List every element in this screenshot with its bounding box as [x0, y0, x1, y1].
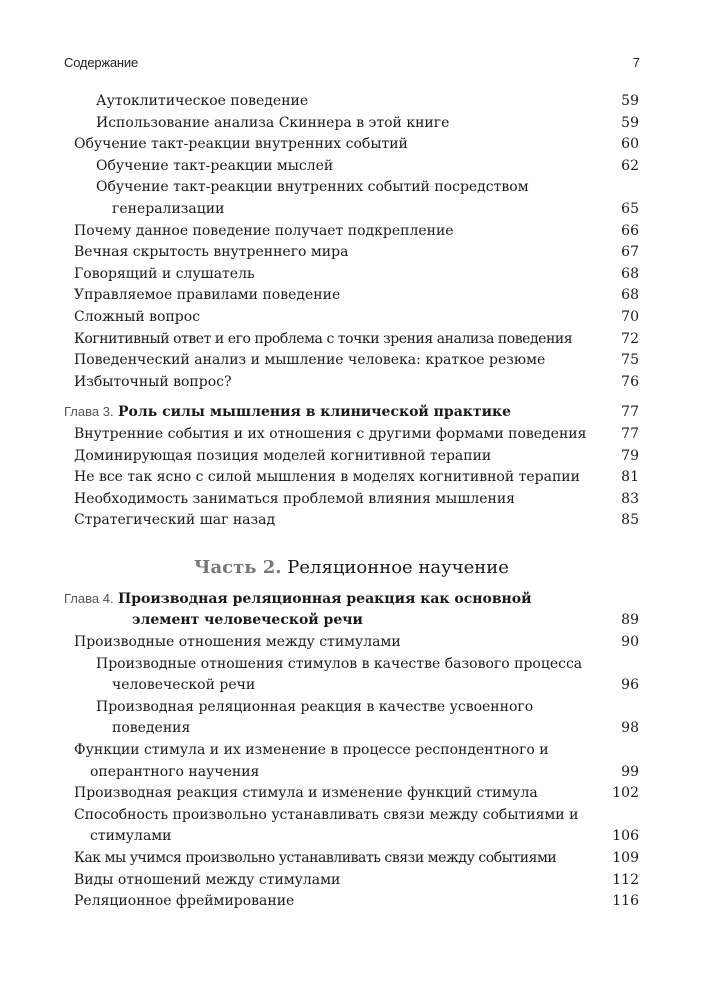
toc-entry: [64, 242, 639, 264]
toc-entry: [64, 372, 639, 394]
part-label: Часть 2.: [194, 556, 282, 578]
toc-entry-page: 62: [621, 157, 639, 174]
toc-entry: [64, 329, 639, 351]
toc-entry-title: Когнитивный ответ и его проблема с точки зрения анализа поведения: [74, 330, 573, 347]
toc-entry-title: Не все так ясно с силой мышления в моделях когнитивной терапии: [74, 469, 580, 486]
toc-entry: [64, 632, 639, 654]
toc-entry-page: 67: [621, 244, 639, 261]
toc-entry: [64, 424, 639, 446]
toc-entry: [64, 870, 639, 892]
toc-entry-title: Поведенческий анализ и мышление человека: краткое резюме: [74, 352, 546, 369]
running-header-title: Содержание: [64, 55, 138, 70]
toc-entry-title: Виды отношений между стимулами: [74, 871, 341, 888]
toc-entry-title: Производные отношения между стимулами: [74, 634, 401, 651]
toc-entry-page: 66: [621, 222, 639, 239]
toc-entry-page: 109: [612, 850, 639, 866]
toc-entry-title: Сложный вопрос: [74, 308, 201, 325]
toc-entry: [64, 350, 639, 372]
table-of-contents: [64, 91, 639, 913]
toc-entry-page: 68: [621, 287, 639, 304]
toc-entry: [64, 783, 639, 805]
toc-entry-title: Управляемое правилами поведение: [74, 287, 341, 304]
toc-entry-page: 70: [621, 308, 639, 325]
toc-entry: [64, 264, 639, 286]
toc-entry-page: 59: [621, 93, 639, 109]
toc-entry: [64, 848, 639, 870]
toc-entry-title: Как мы учимся произвольно устанавливать связи между событиями: [74, 850, 557, 866]
toc-entry-page: 76: [621, 373, 639, 390]
toc-entry-page: 68: [621, 265, 639, 282]
chapter-heading-text: [64, 401, 639, 424]
toc-entry-title: Реляционное фреймирование: [74, 893, 295, 910]
toc-entry: [64, 113, 639, 135]
running-header: [64, 55, 640, 73]
toc-entry: [64, 740, 639, 783]
toc-entry-title: Доминирующая позиция моделей когнитивной терапии: [74, 447, 492, 464]
toc-entry: [64, 221, 639, 243]
toc-entry-page: 102: [612, 785, 639, 802]
toc-entry-title: Вечная скрытость внутреннего мира: [74, 244, 349, 261]
toc-entry-title: Производная реляционная реакция в качестве усвоенного поведения: [96, 698, 534, 737]
toc-entry-page: 116: [612, 893, 639, 910]
chapter-heading-text: [64, 588, 639, 632]
chapter-label: Глава 4.: [64, 590, 114, 606]
toc-entry-page: 72: [621, 330, 639, 347]
toc-entry-title: Обучение такт-реакции внутренних событий посредством генерализации: [96, 179, 529, 217]
toc-entry-page: 106: [612, 828, 639, 845]
toc-entry-page: 77: [621, 425, 639, 442]
toc-entry-title: Стратегический шаг назад: [74, 512, 276, 529]
chapter-heading: [64, 401, 639, 424]
toc-entry-title: Способность произвольно устанавливать связи между событиями и стимулами: [74, 806, 579, 845]
toc-entry: [64, 285, 639, 307]
toc-entry: [64, 307, 639, 329]
toc-entry-title: Говорящий и слушатель: [74, 265, 255, 282]
toc-entry-title: Обучение такт-реакции мыслей: [96, 157, 334, 174]
toc-entry-title: Необходимость заниматься проблемой влияния мышления: [74, 490, 516, 507]
toc-entry-page: 65: [621, 200, 639, 217]
page-number: 7: [632, 55, 640, 70]
toc-entry: [64, 156, 639, 178]
toc-entry-title: Обучение такт-реакции внутренних событий: [74, 136, 408, 153]
toc-entry-page: 96: [621, 677, 639, 694]
part-title: Реляционное научение: [287, 556, 509, 578]
toc-entry-title: Избыточный вопрос?: [74, 373, 232, 390]
part-heading: [64, 554, 639, 582]
toc-entry-page: 81: [621, 469, 639, 486]
toc-entry-page: 112: [612, 871, 639, 888]
toc-entry: [64, 467, 639, 489]
toc-entry: [64, 805, 639, 848]
toc-entry-title: Производные отношения стимулов в качестве базового процесса человеческой речи: [96, 655, 583, 694]
chapter-label: Глава 3.: [64, 404, 114, 420]
toc-entry: [64, 134, 639, 156]
toc-entry-page: 60: [621, 136, 639, 153]
toc-entry: [64, 891, 639, 913]
toc-entry: [64, 446, 639, 468]
toc-entry-title: Функции стимула и их изменение в процессе респондентного и оперантного научения: [74, 742, 549, 780]
chapter-title: Роль силы мышления в клинической практике: [118, 404, 511, 421]
toc-entry-page: 90: [621, 634, 639, 651]
toc-entry-page: 98: [621, 720, 639, 737]
toc-entry: [64, 697, 639, 740]
toc-entry-page: 77: [621, 404, 639, 421]
toc-entry-page: 99: [621, 763, 639, 780]
toc-entry-page: 83: [621, 490, 639, 507]
chapter-heading: [64, 588, 639, 632]
toc-entry-title: Внутренние события и их отношения с другими формами поведения: [74, 425, 587, 442]
toc-entry-title: Использование анализа Скиннера в этой книге: [96, 114, 450, 131]
toc-entry: [64, 654, 639, 697]
toc-entry-page: 75: [621, 352, 639, 369]
toc-entry: [64, 91, 639, 113]
toc-entry-page: 89: [621, 612, 639, 629]
toc-entry: [64, 510, 639, 532]
toc-entry-title: Почему данное поведение получает подкрепление: [74, 222, 454, 239]
toc-entry-page: 85: [621, 512, 639, 529]
toc-entry: [64, 489, 639, 511]
toc-entry: [64, 177, 639, 220]
chapter-title: Производная реляционная реакция как основной элемент человеческой речи: [118, 590, 532, 629]
toc-entry-title: Производная реакция стимула и изменение функций стимула: [74, 785, 538, 802]
toc-entry-page: 79: [621, 447, 639, 464]
toc-entry-page: 59: [621, 114, 639, 131]
toc-entry-title: Аутоклитическое поведение: [96, 93, 309, 109]
